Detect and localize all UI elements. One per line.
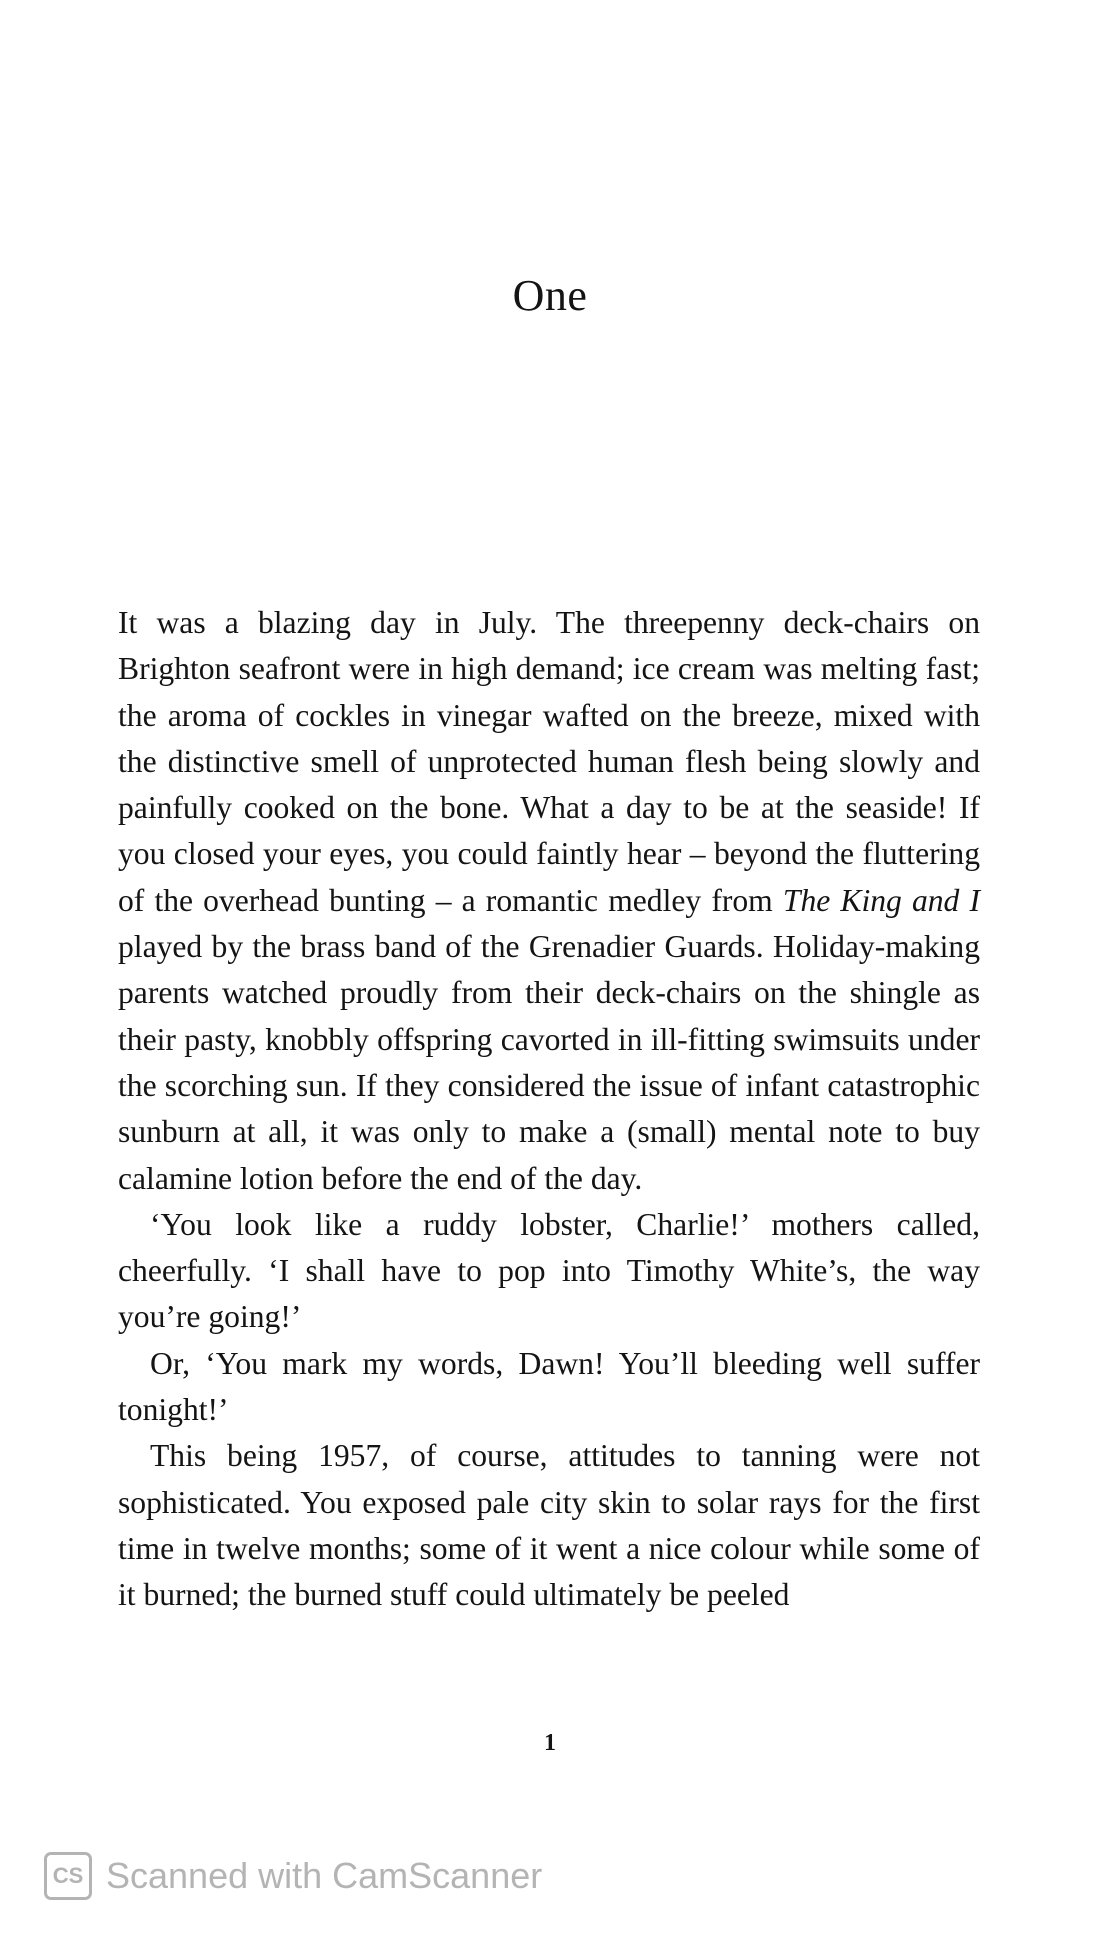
body-text bbox=[118, 600, 980, 1619]
paragraph-3: Or, ‘You mark my words, Dawn! You’ll bleeding well suffer tonight!’ bbox=[118, 1345, 980, 1428]
paragraph-1-text: It was a blazing day in July. The threepenny deck-chairs on Brighton seafront were in high demand; ice cream was melting fast; the aroma of cockles in vinegar wafted on the breeze, mixed with the distinctive smell of unprotected human flesh being slowly and painfully cooked on the bone. What a day to be at the seaside! If you closed your eyes, you could faintly hear – beyond the fluttering of the overhead bunting – a romantic medley from bbox=[118, 605, 980, 918]
camscanner-logo-icon: CS bbox=[44, 1852, 92, 1900]
watermark-text: Scanned with CamScanner bbox=[106, 1855, 543, 1896]
paragraph-1-text-after: played by the brass band of the Grenadier Guards. Holiday-making parents watched proudly from their deck-chairs on the shingle as their pasty, knobbly offspring cavorted in ill-fitting swimsuits under the scorching sun. If they considered the issue of infant catastrophic sunburn at all, it was only to make a (small) mental note to buy calamine lotion before the end of the day. bbox=[118, 929, 980, 1196]
paragraph-1 bbox=[118, 600, 980, 1202]
chapter-title: One bbox=[512, 271, 588, 320]
page-number: 1 bbox=[544, 1730, 556, 1756]
paragraph-4: This being 1957, of course, attitudes to tanning were not sophisticated. You exposed pale city skin to solar rays for the first time in twelve months; some of it went a nice colour while some of it burned; the burned stuff could ultimately be peeled bbox=[118, 1438, 980, 1613]
italic-title: The King and I bbox=[782, 882, 980, 918]
paragraph-2: ‘You look like a ruddy lobster, Charlie!’ mothers called, cheerfully. ‘I shall have to pop into Timothy White’s, the way you’re going!’ bbox=[118, 1206, 980, 1335]
camscanner-watermark bbox=[44, 1852, 542, 1900]
